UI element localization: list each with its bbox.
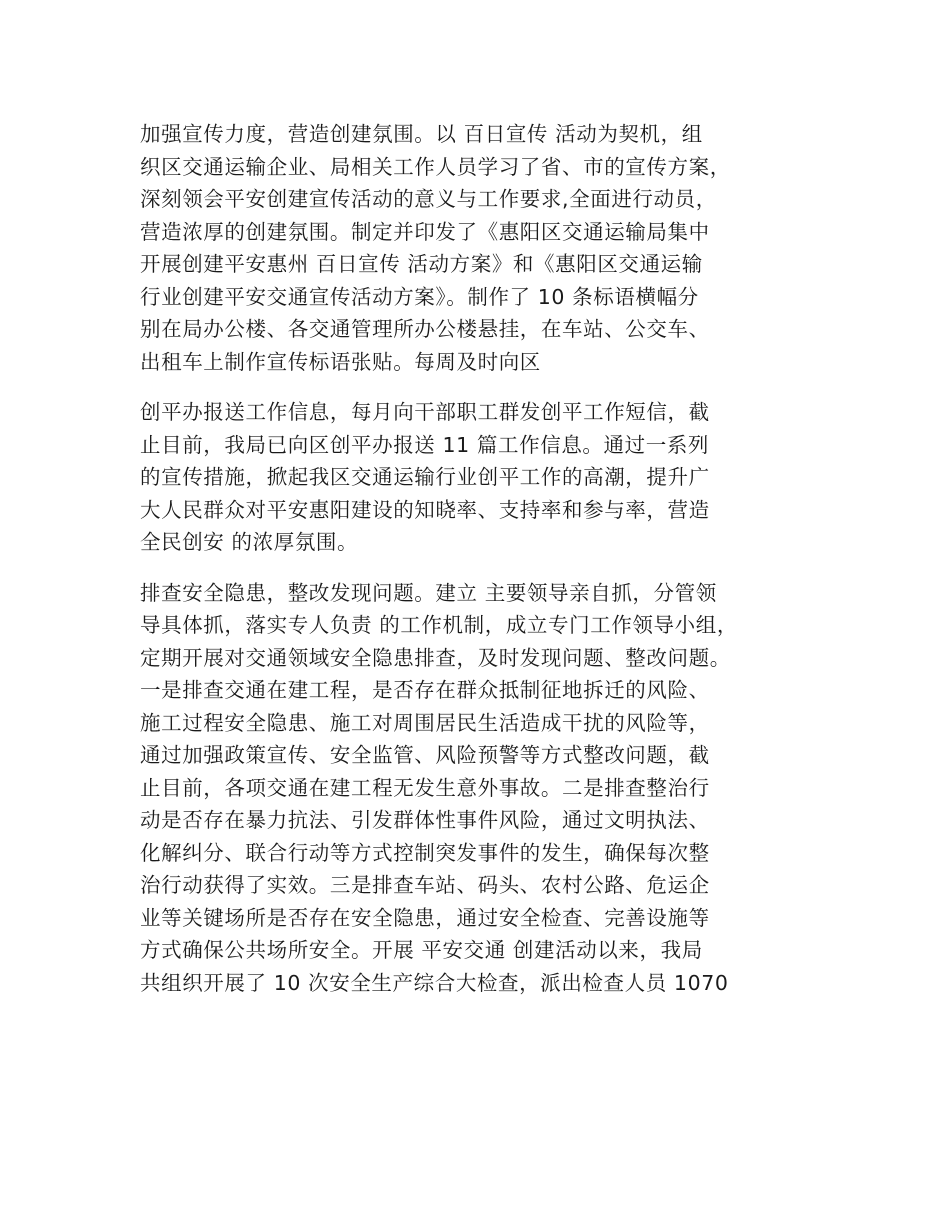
text-line: 共组织开展了 10 次安全生产综合大检查，派出检查人员 1070	[140, 970, 729, 995]
text-line: 导具体抓，落实专人负责 的工作机制，成立专门工作领导小组，	[140, 613, 738, 637]
text-line: 治行动获得了实效。三是排查车站、码头、农村公路、危运企	[140, 873, 710, 897]
paragraph-information-reporting	[140, 396, 840, 559]
text-line: 深刻领会平安创建宣传活动的意义与工作要求,全面进行动员，	[140, 187, 717, 211]
text-line: 别在局办公楼、各交通管理所办公楼悬挂，在车站、公交车、	[140, 317, 710, 341]
text-line: 止目前，我局已向区创平办报送 11 篇工作信息。通过一系列	[140, 432, 710, 457]
text-line: 加强宣传力度，营造创建氛围。以 百日宣传 活动为契机，组	[140, 122, 703, 146]
text-line: 行业创建平安交通宣传活动方案》。制作了 10 条标语横幅分	[140, 284, 699, 309]
text-line: 化解纠分、联合行动等方式控制突发事件的发生，确保每次整	[140, 840, 710, 865]
document-body	[140, 118, 840, 1017]
paragraph-publicity	[140, 118, 840, 378]
text-line: 一是排查交通在建工程，是否存在群众抵制征地拆迁的风险、	[140, 678, 710, 702]
text-line: 全民创安 的浓厚氛围。	[140, 530, 359, 554]
text-line: 通过加强政策宣传、安全监管、风险预警等方式整改问题，截	[140, 743, 710, 767]
text-line: 的宣传措施，掀起我区交通运输行业创平工作的高潮，提升广	[140, 465, 710, 489]
text-line: 定期开展对交通领域安全隐患排查，及时发现问题、整改问题。	[140, 645, 731, 670]
text-line: 织区交通运输企业、局相关工作人员学习了省、市的宣传方案，	[140, 154, 731, 179]
paragraph-safety-inspection	[140, 577, 840, 1000]
text-line: 业等关键场所是否存在安全隐患，通过安全检查、完善设施等	[140, 905, 710, 930]
text-line: 方式确保公共场所安全。开展 平安交通 创建活动以来，我局	[140, 938, 703, 962]
text-line: 开展创建平安惠州 百日宣传 活动方案》和《惠阳区交通运输	[140, 252, 703, 276]
text-line: 施工过程安全隐患、施工对周围居民生活造成干扰的风险等，	[140, 710, 710, 735]
text-line: 动是否存在暴力抗法、引发群体性事件风险，通过文明执法、	[140, 808, 710, 832]
text-line: 排查安全隐患，整改发现问题。建立 主要领导亲自抓，分管领	[140, 580, 717, 605]
text-line: 大人民群众对平安惠阳建设的知晓率、支持率和参与率，营造	[140, 497, 710, 522]
text-line: 止目前，各项交通在建工程无发生意外事故。二是排查整治行	[140, 775, 710, 800]
text-line: 营造浓厚的创建氛围。制定并印发了《惠阳区交通运输局集中	[140, 219, 710, 244]
text-line: 创平办报送工作信息，每月向干部职工群发创平工作短信，截	[140, 400, 710, 424]
text-line: 出租车上制作宣传标语张贴。每周及时向区	[140, 349, 541, 374]
